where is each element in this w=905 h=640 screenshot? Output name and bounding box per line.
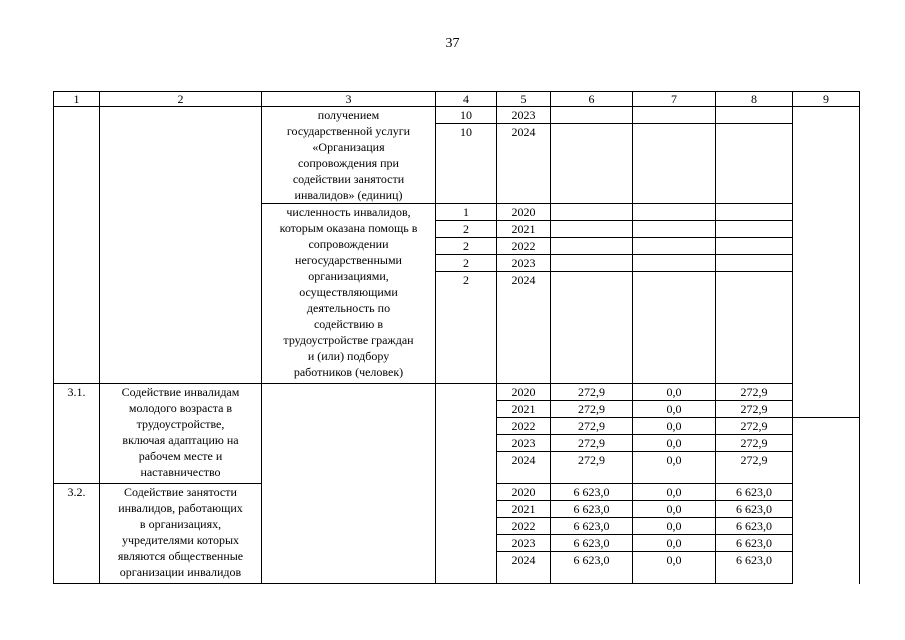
amount-cell: 6 623,0: [551, 535, 633, 552]
amount-cell: 272,9: [551, 401, 633, 418]
amount-cell: 6 623,0: [716, 552, 793, 584]
amount-cell: 6 623,0: [716, 484, 793, 501]
amount-cell: 6 623,0: [716, 501, 793, 518]
indicator-cell: [262, 107, 436, 204]
item-number-cell: 3.1.: [54, 384, 100, 484]
cell-empty: [633, 204, 716, 221]
amount-cell: 0,0: [633, 452, 716, 484]
year-cell: 2023: [497, 435, 551, 452]
year-cell: 2024: [497, 124, 551, 204]
indicator-line: организациями,: [308, 269, 389, 283]
header-cell: 7: [633, 92, 716, 107]
item-name-cell: [100, 384, 262, 484]
header-cell: 8: [716, 92, 793, 107]
year-cell: 2021: [497, 221, 551, 238]
year-cell: 2024: [497, 452, 551, 484]
amount-cell: 6 623,0: [551, 484, 633, 501]
year-cell: 2022: [497, 418, 551, 435]
program-table: [53, 91, 860, 584]
year-cell: 2024: [497, 272, 551, 384]
indicator-line: получением: [317, 108, 380, 122]
cell-empty: [716, 221, 793, 238]
executor-cell: [793, 107, 860, 418]
year-cell: 2020: [497, 484, 551, 501]
year-cell: 2022: [497, 518, 551, 535]
cell-empty: [551, 238, 633, 255]
year-cell: 2021: [497, 501, 551, 518]
cell-empty: [551, 221, 633, 238]
cell-empty: [716, 272, 793, 384]
cell-empty: [551, 255, 633, 272]
amount-cell: 0,0: [633, 435, 716, 452]
table-row: [54, 384, 860, 401]
amount-cell: 272,9: [551, 384, 633, 401]
indicator-line: сопровождении: [308, 237, 389, 251]
indicator-cell: [262, 204, 436, 384]
header-cell: 2: [100, 92, 262, 107]
amount-cell: 0,0: [633, 501, 716, 518]
indicator-line: деятельность по: [306, 301, 391, 315]
indicator-line: сопровождения при: [298, 156, 399, 170]
item-number-cell: 3.2.: [54, 484, 100, 584]
cell-empty: [633, 107, 716, 124]
item-name-cell: [100, 484, 262, 584]
item-name-line: молодого возраста в: [128, 401, 233, 415]
item-name-line: учредителями которых: [121, 533, 240, 547]
cell-empty: [633, 221, 716, 238]
item-number-cell: [54, 107, 100, 384]
cell-empty: [551, 272, 633, 384]
indicator-value-cell: 1: [436, 204, 497, 221]
item-name-line: организации инвалидов: [119, 565, 242, 579]
indicator-value-cell: 2: [436, 221, 497, 238]
item-name-line: рабочем месте и: [138, 449, 223, 463]
table-row: [54, 107, 860, 124]
cell-empty: [633, 255, 716, 272]
indicator-line: работников (человек): [293, 365, 404, 379]
header-cell: 9: [793, 92, 860, 107]
item-name-line: включая адаптацию на: [122, 433, 239, 447]
cell-empty: [551, 107, 633, 124]
header-cell: 5: [497, 92, 551, 107]
cell-empty: [716, 238, 793, 255]
indicator-line: негосударственными: [295, 253, 402, 267]
cell-empty: [716, 124, 793, 204]
cell-empty: [716, 107, 793, 124]
year-cell: 2023: [497, 535, 551, 552]
page-number: 37: [445, 36, 460, 51]
item-name-line: Содействие занятости: [124, 485, 237, 499]
header-cell: 4: [436, 92, 497, 107]
header-cell: 6: [551, 92, 633, 107]
year-cell: 2020: [497, 384, 551, 401]
year-cell: 2021: [497, 401, 551, 418]
indicator-value-cell: 2: [436, 238, 497, 255]
amount-cell: 6 623,0: [551, 552, 633, 584]
amount-cell: 0,0: [633, 518, 716, 535]
indicator-line: осуществляющими: [299, 285, 398, 299]
indicator-cell: [262, 384, 436, 584]
item-name-cell: [100, 107, 262, 384]
amount-cell: 0,0: [633, 384, 716, 401]
year-cell: 2022: [497, 238, 551, 255]
cell-empty: [633, 124, 716, 204]
indicator-value-cell: 2: [436, 255, 497, 272]
amount-cell: 272,9: [551, 435, 633, 452]
item-name-line: наставничество: [140, 465, 221, 479]
year-cell: 2023: [497, 255, 551, 272]
indicator-line: и (или) подбору: [307, 349, 390, 363]
amount-cell: 272,9: [716, 435, 793, 452]
year-cell: 2023: [497, 107, 551, 124]
amount-cell: 6 623,0: [716, 535, 793, 552]
cell-empty: [716, 255, 793, 272]
header-cell: 3: [262, 92, 436, 107]
indicator-line: трудоустройстве граждан: [283, 333, 414, 347]
header-cell: 1: [54, 92, 100, 107]
amount-cell: 272,9: [716, 384, 793, 401]
cell-empty: [551, 204, 633, 221]
indicator-value-cell: 10: [436, 107, 497, 124]
header-row: [54, 92, 860, 107]
indicator-value-cell: 10: [436, 124, 497, 204]
indicator-line: государственной услуги: [286, 124, 411, 138]
amount-cell: 0,0: [633, 484, 716, 501]
amount-cell: 0,0: [633, 552, 716, 584]
amount-cell: 6 623,0: [551, 501, 633, 518]
indicator-line: «Организация: [312, 140, 385, 154]
cell-empty: [716, 204, 793, 221]
amount-cell: 272,9: [551, 452, 633, 484]
year-cell: 2024: [497, 552, 551, 584]
indicator-line: численность инвалидов,: [286, 205, 411, 219]
amount-cell: 0,0: [633, 401, 716, 418]
amount-cell: 272,9: [716, 401, 793, 418]
amount-cell: 272,9: [716, 452, 793, 484]
amount-cell: 0,0: [633, 535, 716, 552]
indicator-line: содействию в: [313, 317, 384, 331]
cell-empty: [633, 272, 716, 384]
indicator-line: содействии занятости: [292, 172, 405, 186]
cell-empty: [633, 238, 716, 255]
year-cell: 2020: [497, 204, 551, 221]
item-name-line: в организациях,: [139, 517, 222, 531]
amount-cell: 272,9: [716, 418, 793, 435]
amount-cell: 6 623,0: [551, 518, 633, 535]
item-name-line: инвалидов, работающих: [118, 501, 243, 515]
cell-empty: [551, 124, 633, 204]
item-name-line: трудоустройстве,: [136, 417, 225, 431]
item-name-line: являются общественные: [117, 549, 244, 563]
indicator-value-cell: [436, 384, 497, 584]
item-name-line: Содействие инвалидам: [121, 385, 240, 399]
indicator-line: которым оказана помощь в: [279, 221, 418, 235]
amount-cell: 272,9: [551, 418, 633, 435]
indicator-value-cell: 2: [436, 272, 497, 384]
amount-cell: 6 623,0: [716, 518, 793, 535]
amount-cell: 0,0: [633, 418, 716, 435]
indicator-line: инвалидов» (единиц): [294, 188, 403, 202]
